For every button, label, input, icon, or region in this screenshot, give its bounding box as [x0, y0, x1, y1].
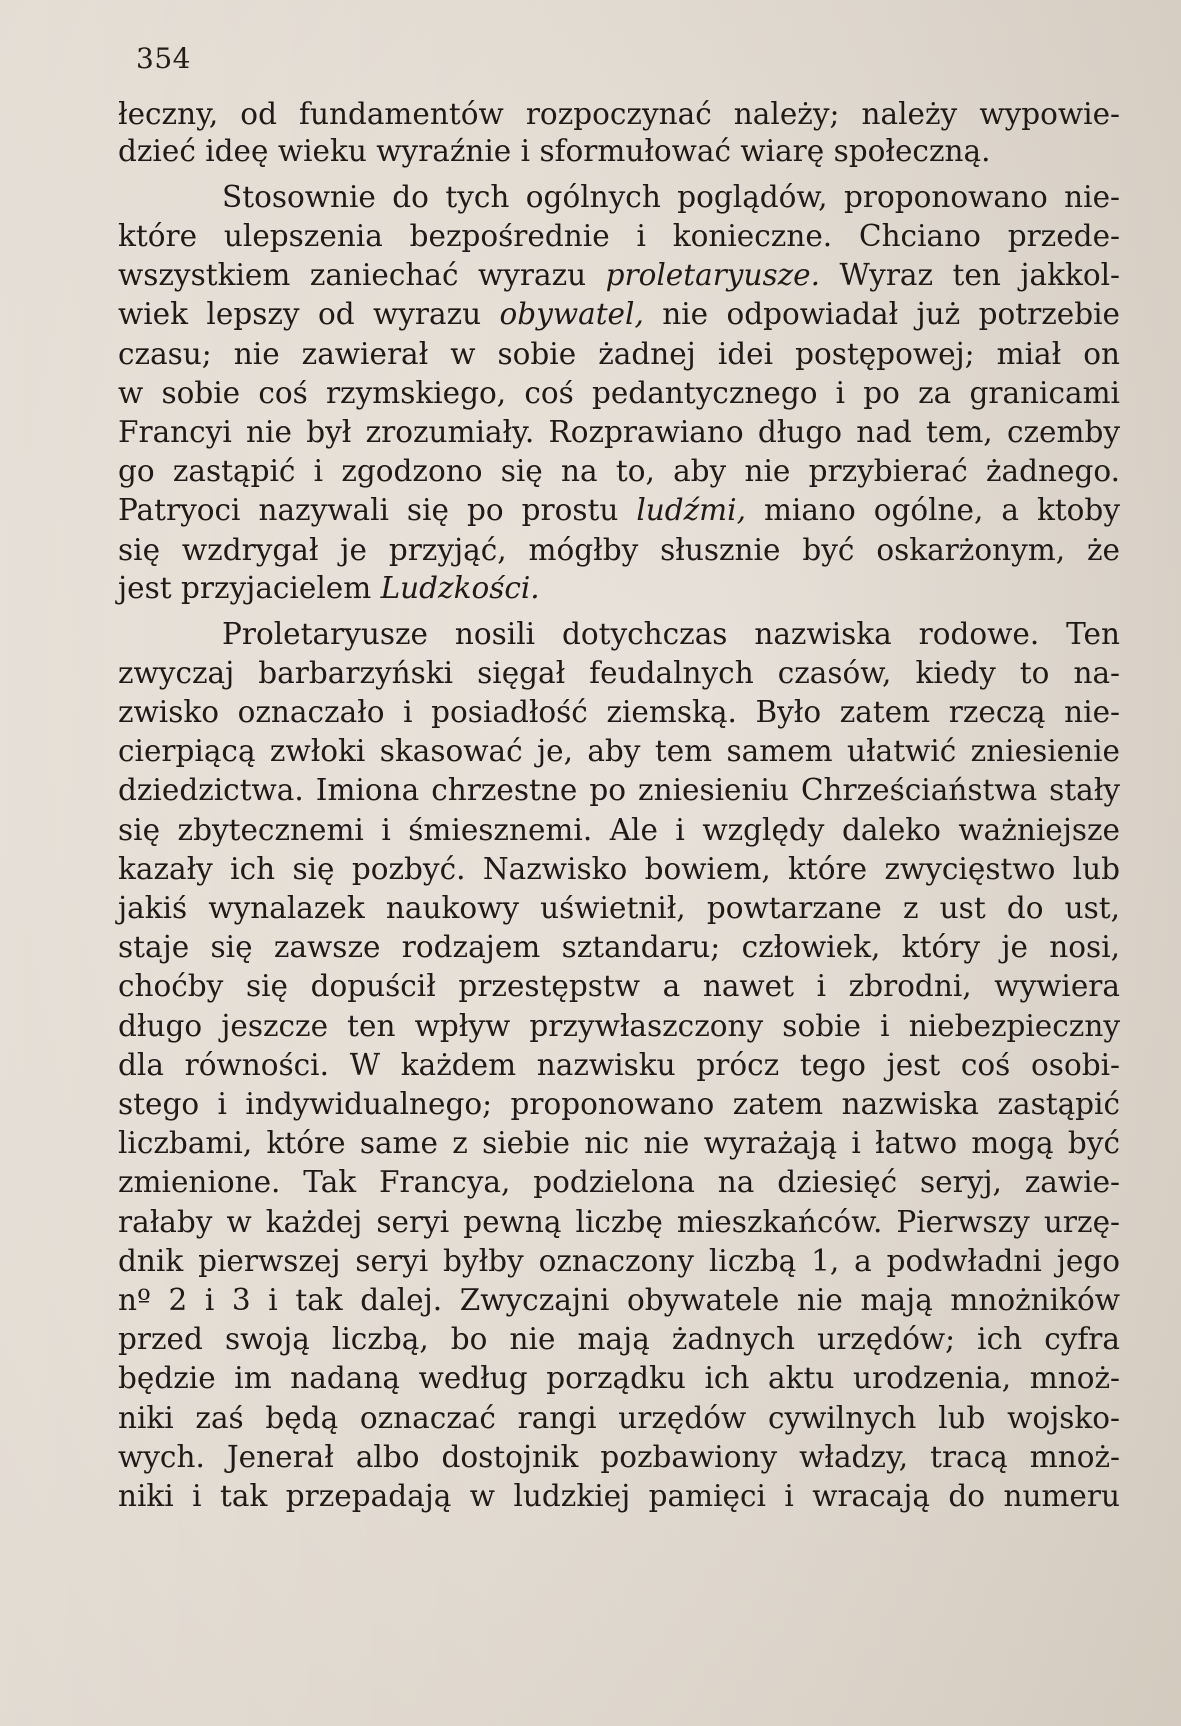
text-line: jest przyjacielem Ludzkości. [118, 571, 540, 605]
text-line: zwisko oznaczało i posiadłość ziemską. Było zatem rzeczą nie- [118, 695, 1120, 729]
text-line: zmienione. Tak Francya, podzielona na dziesięć seryj, zawie- [118, 1165, 1120, 1199]
text-line: które ulepszenia bezpośrednie i konieczne. Chciano przede- [118, 219, 1120, 253]
emphasis: Ludzkości. [380, 571, 540, 605]
text-line: w sobie coś rzymskiego, coś pedantycznego i po za granicami [118, 376, 1120, 410]
text-line: Patryoci nazywali się po prostu ludźmi, miano ogólne, a ktoby [118, 493, 1120, 527]
emphasis: ludźmi, [636, 493, 746, 527]
text-line: cierpiącą zwłoki skasować je, aby tem samem ułatwić zniesienie [118, 734, 1120, 768]
text-line: dnik pierwszej seryi byłby oznaczony liczbą 1, a podwładni jego [118, 1244, 1120, 1278]
text-line: choćby się dopuścił przestępstw a nawet i zbrodni, wywiera [118, 969, 1120, 1003]
text-line: łeczny, od fundamentów rozpoczynać należy; należy wypowie- [118, 97, 1120, 131]
text-line: go zastąpić i zgodzono się na to, aby nie przybierać żadnego. [118, 454, 1120, 488]
text-line: przed swoją liczbą, bo nie mają żadnych urzędów; ich cyfra [118, 1322, 1120, 1356]
emphasis: obywatel, [499, 297, 644, 331]
text-line: kazały ich się pozbyć. Nazwisko bowiem, które zwycięstwo lub [118, 852, 1120, 886]
text-line: wiek lepszy od wyrazu obywatel, nie odpowiadał już potrzebie [118, 297, 1120, 331]
page-number: 354 [136, 42, 191, 75]
text-line: będzie im nadaną według porządku ich aktu urodzenia, mnoż- [118, 1361, 1120, 1395]
text-line: dzieć ideę wieku wyraźnie i sformułować wiarę społeczną. [118, 134, 991, 168]
text-line: się zbytecznemi i śmiesznemi. Ale i względy daleko ważniejsze [118, 813, 1120, 847]
text-line: czasu; nie zawierał w sobie żadnej idei postępowej; miał on [118, 337, 1120, 371]
text-line: rałaby w każdej seryi pewną liczbę mieszkańców. Pierwszy urzę- [118, 1205, 1120, 1239]
text-line: jakiś wynalazek naukowy uświetnił, powtarzane z ust do ust, [118, 891, 1120, 925]
text-line: Stosownie do tych ogólnych poglądów, proponowano nie- [222, 180, 1120, 214]
text-line: długo jeszcze ten wpływ przywłaszczony sobie i niebezpieczny [118, 1009, 1120, 1043]
text-line: wszystkiem zaniechać wyrazu proletaryusze. Wyraz ten jakkol- [118, 258, 1120, 292]
text-line: liczbami, które same z siebie nic nie wyrażają i łatwo mogą być [118, 1126, 1120, 1160]
text-line: wych. Jenerał albo dostojnik pozbawiony władzy, tracą mnoż- [118, 1440, 1120, 1474]
text-line: zwyczaj barbarzyński sięgał feudalnych czasów, kiedy to na- [118, 656, 1120, 690]
text-line: niki i tak przepadają w ludzkiej pamięci i wracają do numeru [118, 1479, 1120, 1513]
text-line: stego i indywidualnego; proponowano zatem nazwiska zastąpić [118, 1087, 1120, 1121]
text-line: dziedzictwa. Imiona chrzestne po zniesieniu Chrześciaństwa stały [118, 773, 1120, 807]
text-line: Francyi nie był zrozumiały. Rozprawiano długo nad tem, czemby [118, 415, 1120, 449]
text-line: nº 2 i 3 i tak dalej. Zwyczajni obywatele nie mają mnożników [118, 1283, 1120, 1317]
text-line: się wzdrygał je przyjąć, mógłby słusznie być oskarżonym, że [118, 533, 1120, 567]
text-line: Proletaryusze nosili dotychczas nazwiska rodowe. Ten [222, 617, 1120, 651]
text-line: dla równości. W każdem nazwisku prócz tego jest coś osobi- [118, 1048, 1120, 1082]
emphasis: proletaryusze. [605, 258, 820, 292]
text-line: staje się zawsze rodzajem sztandaru; człowiek, który je nosi, [118, 930, 1120, 964]
text-line: niki zaś będą oznaczać rangi urzędów cywilnych lub wojsko- [118, 1401, 1120, 1435]
